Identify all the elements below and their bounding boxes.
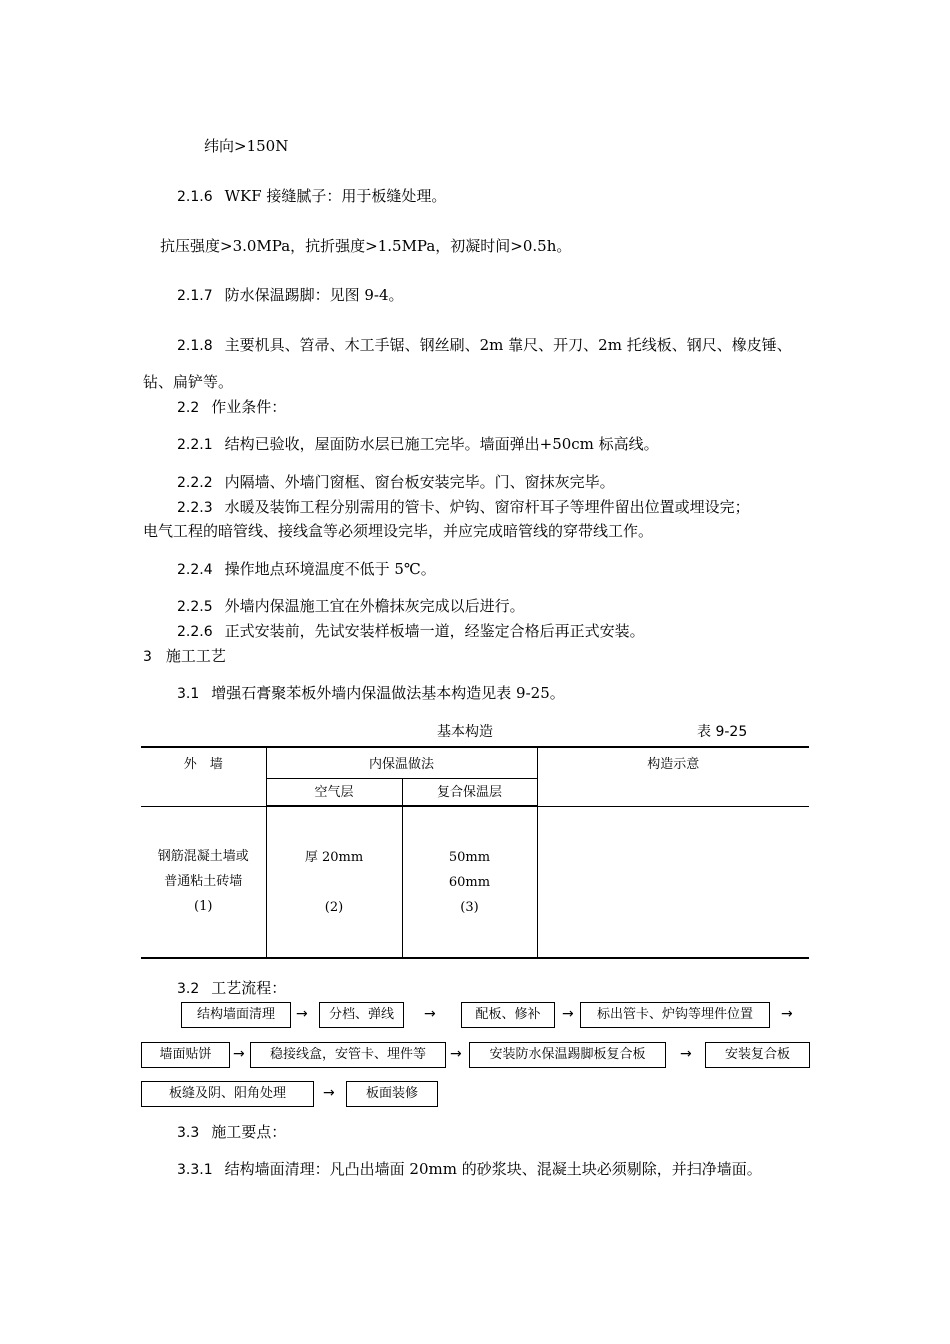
flow-step: 墙面贴饼 [141,1042,230,1068]
header-composite-layer: 复合保温层 [402,779,537,807]
flow-step: 结构墙面清理 [181,1002,291,1028]
flow-step: 安装防水保温踢脚板复合板 [469,1042,666,1068]
text-line: 电气工程的暗管线、接线盒等必须埋设完毕，并应完成暗管线的穿带线工作。 [143,522,654,540]
section-heading: 3.3 施工要点： [177,1123,287,1141]
text-line: 2.1.7 防水保温踢脚：见图 9-4。 [177,286,404,304]
flow-arrow: → [424,1006,436,1022]
text-line: 2.2.1 结构已验收，屋面防水层已施工完毕。墙面弹出+50cm 标高线。 [177,435,659,453]
flow-arrow: → [296,1006,308,1022]
cell-diagram [537,806,809,958]
flow-step: 标出管卡、炉钩等埋件位置 [580,1002,770,1028]
table-number: 表 9-25 [697,724,748,740]
cell-wall-type: 钢筋混凝土墙或 普通粘土砖墙 (1) [141,806,266,958]
cell-composite-layer: 50mm 60mm (3) [402,806,537,958]
flow-step: 配板、修补 [461,1002,555,1028]
text-line: 钻、扁铲等。 [143,373,234,391]
header-air-layer: 空气层 [266,779,402,807]
flow-arrow: → [680,1046,692,1062]
flow-arrow: → [233,1046,245,1062]
header-diagram: 构造示意 [537,747,809,806]
flow-arrow: → [781,1006,793,1022]
cell-air-layer: 厚 20mm (2) [266,806,402,958]
flow-step: 稳接线盒，安管卡、埋件等 [250,1042,446,1068]
text-line: 2.2.6 正式安装前，先试安装样板墙一道，经鉴定合格后再正式安装。 [177,622,645,640]
basic-structure-table [141,746,809,959]
text-line: 2.1.8 主要机具、笤帚、木工手锯、钢丝刷、2m 靠尺、开刀、2m 托线板、钢尺、橡皮锤、 [177,336,792,354]
text-line: 2.2.5 外墙内保温施工宜在外檐抹灰完成以后进行。 [177,597,525,615]
text-line: 2.1.6 WKF 接缝腻子：用于板缝处理。 [177,187,447,205]
header-wall: 外 墙 [141,747,266,806]
flow-arrow: → [562,1006,574,1022]
text-line: 抗压强度>3.0MPa，抗折强度>1.5MPa，初凝时间>0.5h。 [160,237,572,255]
flow-step: 板缝及阴、阳角处理 [141,1081,314,1107]
flow-arrow: → [450,1046,462,1062]
table-title: 基本构造 [437,724,493,740]
text-line: 2.2.4 操作地点环境温度不低于 5℃。 [177,560,436,578]
text-line: 3.3.1 结构墙面清理：凡凸出墙面 20mm 的砂浆块、混凝土块必须剔除，并扫净墙面。 [177,1160,762,1178]
flow-step: 板面装修 [346,1081,438,1107]
header-insulation: 内保温做法 [266,747,537,779]
section-heading: 3.2 工艺流程： [177,979,287,997]
text-line: 2.2.3 水暖及装饰工程分别需用的管卡、炉钩、窗帘杆耳子等埋件留出位置或埋设完； [177,498,750,516]
flow-arrow: → [323,1085,335,1101]
flow-step: 安装复合板 [705,1042,810,1068]
flow-step: 分档、弹线 [319,1002,404,1028]
text-line: 2.2.2 内隔墙、外墙门窗框、窗台板安装完毕。门、窗抹灰完毕。 [177,473,615,491]
text-line: 3.1 增强石膏聚苯板外墙内保温做法基本构造见表 9-25。 [177,684,565,702]
text-line: 纬向>150N [204,137,289,155]
section-heading: 3 施工工艺 [143,647,226,665]
section-heading: 2.2 作业条件： [177,398,287,416]
